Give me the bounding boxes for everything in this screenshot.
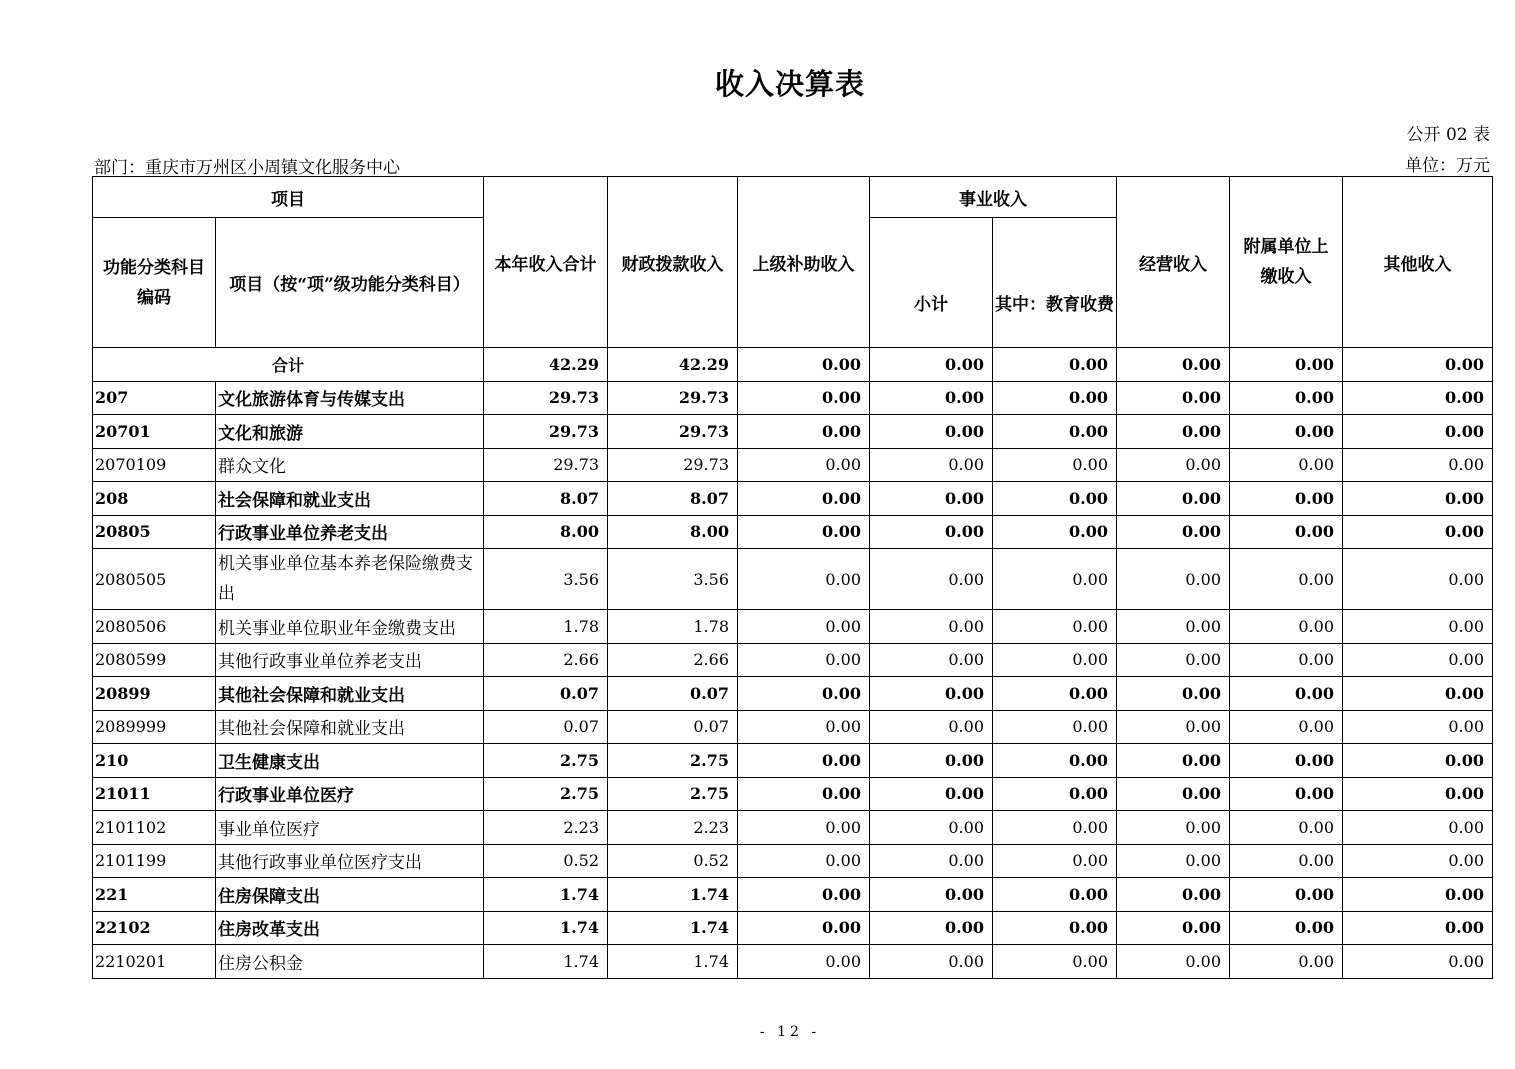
project-name-cell: 群众文化 — [216, 448, 484, 482]
amount-cell: 0.00 — [738, 945, 870, 979]
project-name-cell: 卫生健康支出 — [216, 744, 484, 778]
function-code-cell: 20701 — [93, 415, 216, 449]
table-row — [93, 643, 1493, 677]
amount-cell: 0.00 — [1117, 911, 1230, 945]
total-cell: 0.00 — [1117, 348, 1230, 382]
amount-cell: 0.00 — [1117, 381, 1230, 415]
amount-cell: 0.00 — [1230, 610, 1343, 644]
amount-cell: 0.00 — [870, 844, 993, 878]
amount-cell: 29.73 — [608, 415, 738, 449]
header-affiliated: 附属单位上缴收入 — [1230, 177, 1343, 348]
amount-cell: 0.00 — [870, 549, 993, 610]
amount-cell: 29.73 — [608, 448, 738, 482]
header-total-income: 本年收入合计 — [484, 177, 608, 348]
amount-cell: 8.07 — [608, 482, 738, 516]
amount-cell: 0.00 — [1230, 911, 1343, 945]
amount-cell: 0.00 — [870, 482, 993, 516]
amount-cell: 0.00 — [1117, 415, 1230, 449]
amount-cell: 0.00 — [1117, 777, 1230, 811]
amount-cell: 0.00 — [993, 549, 1117, 610]
amount-cell: 0.00 — [1343, 549, 1493, 610]
amount-cell: 0.00 — [1343, 482, 1493, 516]
total-cell: 0.00 — [993, 348, 1117, 382]
function-code-cell: 2089999 — [93, 710, 216, 744]
project-name-cell: 住房保障支出 — [216, 878, 484, 912]
amount-cell: 0.00 — [1117, 844, 1230, 878]
amount-cell: 29.73 — [484, 381, 608, 415]
amount-cell: 0.00 — [1230, 381, 1343, 415]
amount-cell: 1.74 — [608, 878, 738, 912]
amount-cell: 0.07 — [484, 710, 608, 744]
amount-cell: 0.00 — [993, 448, 1117, 482]
amount-cell: 1.74 — [484, 945, 608, 979]
amount-cell: 0.00 — [738, 777, 870, 811]
project-name-cell: 住房改革支出 — [216, 911, 484, 945]
total-cell: 42.29 — [484, 348, 608, 382]
amount-cell: 0.00 — [1230, 811, 1343, 845]
amount-cell: 2.66 — [608, 643, 738, 677]
amount-cell: 1.74 — [484, 878, 608, 912]
amount-cell: 0.00 — [993, 844, 1117, 878]
header-func-code: 功能分类科目编码 — [93, 218, 216, 348]
amount-cell: 0.00 — [993, 515, 1117, 549]
project-name-cell: 社会保障和就业支出 — [216, 482, 484, 516]
function-code-cell: 221 — [93, 878, 216, 912]
amount-cell: 8.07 — [484, 482, 608, 516]
project-name-cell: 其他社会保障和就业支出 — [216, 677, 484, 711]
amount-cell: 0.00 — [738, 515, 870, 549]
project-name-cell: 行政事业单位养老支出 — [216, 515, 484, 549]
table-row — [93, 482, 1493, 516]
amount-cell: 0.00 — [1343, 448, 1493, 482]
table-row — [93, 777, 1493, 811]
amount-cell: 0.00 — [1343, 878, 1493, 912]
amount-cell: 8.00 — [608, 515, 738, 549]
amount-cell: 0.52 — [484, 844, 608, 878]
total-label: 合计 — [93, 348, 484, 382]
amount-cell: 8.00 — [484, 515, 608, 549]
amount-cell: 29.73 — [484, 415, 608, 449]
amount-cell: 3.56 — [484, 549, 608, 610]
amount-cell: 0.00 — [738, 878, 870, 912]
amount-cell: 0.00 — [1117, 610, 1230, 644]
function-code-cell: 2101102 — [93, 811, 216, 845]
table-row — [93, 945, 1493, 979]
amount-cell: 0.07 — [608, 677, 738, 711]
function-code-cell: 2080506 — [93, 610, 216, 644]
amount-cell: 0.00 — [1117, 643, 1230, 677]
page-title: 收入决算表 — [714, 67, 865, 101]
amount-cell: 0.00 — [1117, 677, 1230, 711]
table-row — [93, 448, 1493, 482]
project-name-cell: 住房公积金 — [216, 945, 484, 979]
amount-cell: 0.00 — [738, 610, 870, 644]
amount-cell: 2.75 — [484, 777, 608, 811]
amount-cell: 2.75 — [484, 744, 608, 778]
department-label: 部门：重庆市万州区小周镇文化服务中心 — [94, 158, 400, 178]
amount-cell: 0.00 — [870, 381, 993, 415]
table-row — [93, 549, 1493, 610]
table-body — [93, 348, 1493, 979]
table-row — [93, 677, 1493, 711]
project-name-cell: 其他行政事业单位医疗支出 — [216, 844, 484, 878]
amount-cell: 0.00 — [993, 415, 1117, 449]
amount-cell: 0.00 — [1230, 945, 1343, 979]
project-name-cell: 行政事业单位医疗 — [216, 777, 484, 811]
function-code-cell: 20899 — [93, 677, 216, 711]
amount-cell: 1.74 — [608, 945, 738, 979]
amount-cell: 0.00 — [870, 777, 993, 811]
header-operating: 经营收入 — [1117, 177, 1230, 348]
amount-cell: 0.00 — [993, 610, 1117, 644]
amount-cell: 0.00 — [870, 643, 993, 677]
amount-cell: 0.00 — [1117, 710, 1230, 744]
total-cell: 0.00 — [1230, 348, 1343, 382]
table-row — [93, 515, 1493, 549]
amount-cell: 0.00 — [993, 381, 1117, 415]
function-code-cell: 2210201 — [93, 945, 216, 979]
amount-cell: 0.00 — [738, 844, 870, 878]
amount-cell: 0.00 — [1230, 448, 1343, 482]
amount-cell: 0.00 — [993, 643, 1117, 677]
amount-cell: 0.00 — [993, 482, 1117, 516]
project-name-cell: 机关事业单位基本养老保险缴费支出 — [216, 549, 484, 610]
amount-cell: 0.00 — [993, 811, 1117, 845]
amount-cell: 0.00 — [993, 911, 1117, 945]
amount-cell: 0.00 — [1117, 945, 1230, 979]
amount-cell: 0.00 — [738, 448, 870, 482]
amount-cell: 0.00 — [1117, 448, 1230, 482]
header-edu-fee: 其中：教育收费 — [993, 218, 1117, 348]
unit-label: 单位：万元 — [1405, 156, 1490, 176]
amount-cell: 0.00 — [993, 710, 1117, 744]
table-row — [93, 844, 1493, 878]
amount-cell: 0.00 — [1230, 777, 1343, 811]
amount-cell: 0.00 — [738, 911, 870, 945]
function-code-cell: 21011 — [93, 777, 216, 811]
amount-cell: 0.00 — [870, 677, 993, 711]
amount-cell: 0.00 — [1230, 482, 1343, 516]
table-row — [93, 878, 1493, 912]
amount-cell: 3.56 — [608, 549, 738, 610]
amount-cell: 0.00 — [1117, 482, 1230, 516]
amount-cell: 0.00 — [1117, 811, 1230, 845]
amount-cell: 0.00 — [1343, 744, 1493, 778]
table-row — [93, 415, 1493, 449]
project-name-cell: 文化和旅游 — [216, 415, 484, 449]
amount-cell: 1.78 — [608, 610, 738, 644]
amount-cell: 0.00 — [1343, 710, 1493, 744]
amount-cell: 2.66 — [484, 643, 608, 677]
project-name-cell: 其他行政事业单位养老支出 — [216, 643, 484, 677]
function-code-cell: 2070109 — [93, 448, 216, 482]
header-other: 其他收入 — [1343, 177, 1493, 348]
amount-cell: 0.00 — [993, 744, 1117, 778]
table-row — [93, 811, 1493, 845]
function-code-cell: 22102 — [93, 911, 216, 945]
amount-cell: 0.00 — [993, 777, 1117, 811]
amount-cell: 0.00 — [1343, 777, 1493, 811]
table-row — [93, 710, 1493, 744]
amount-cell: 2.23 — [608, 811, 738, 845]
amount-cell: 2.75 — [608, 744, 738, 778]
total-cell: 0.00 — [738, 348, 870, 382]
amount-cell: 2.23 — [484, 811, 608, 845]
amount-cell: 0.52 — [608, 844, 738, 878]
amount-cell: 0.00 — [738, 677, 870, 711]
total-row — [93, 348, 1493, 382]
project-name-cell: 其他社会保障和就业支出 — [216, 710, 484, 744]
amount-cell: 0.00 — [870, 448, 993, 482]
amount-cell: 0.00 — [870, 878, 993, 912]
function-code-cell: 208 — [93, 482, 216, 516]
amount-cell: 0.00 — [1343, 643, 1493, 677]
amount-cell: 0.00 — [1117, 878, 1230, 912]
amount-cell: 0.00 — [1230, 415, 1343, 449]
project-name-cell: 事业单位医疗 — [216, 811, 484, 845]
amount-cell: 0.00 — [870, 610, 993, 644]
amount-cell: 0.00 — [738, 381, 870, 415]
project-name-cell: 文化旅游体育与传媒支出 — [216, 381, 484, 415]
amount-cell: 29.73 — [484, 448, 608, 482]
amount-cell: 0.00 — [1343, 945, 1493, 979]
header-superior-subsidy: 上级补助收入 — [738, 177, 870, 348]
amount-cell: 0.00 — [1343, 610, 1493, 644]
amount-cell: 0.00 — [738, 811, 870, 845]
amount-cell: 0.00 — [870, 744, 993, 778]
function-code-cell: 2080599 — [93, 643, 216, 677]
header-fiscal: 财政拨款收入 — [608, 177, 738, 348]
function-code-cell: 2080505 — [93, 549, 216, 610]
project-name-cell: 机关事业单位职业年金缴费支出 — [216, 610, 484, 644]
amount-cell: 0.00 — [1343, 381, 1493, 415]
function-code-cell: 2101199 — [93, 844, 216, 878]
amount-cell: 0.00 — [993, 945, 1117, 979]
amount-cell: 0.00 — [870, 515, 993, 549]
amount-cell: 0.00 — [1343, 911, 1493, 945]
amount-cell: 0.00 — [1230, 844, 1343, 878]
amount-cell: 0.00 — [1343, 677, 1493, 711]
amount-cell: 0.00 — [870, 811, 993, 845]
income-table — [92, 176, 1493, 979]
total-cell: 0.00 — [1343, 348, 1493, 382]
amount-cell: 0.00 — [993, 677, 1117, 711]
amount-cell: 0.00 — [1117, 515, 1230, 549]
amount-cell: 0.00 — [738, 643, 870, 677]
amount-cell: 0.00 — [870, 945, 993, 979]
function-code-cell: 20805 — [93, 515, 216, 549]
amount-cell: 0.00 — [1230, 515, 1343, 549]
header-business-income: 事业收入 — [870, 177, 1117, 218]
table-row — [93, 744, 1493, 778]
amount-cell: 0.00 — [738, 710, 870, 744]
table-row — [93, 911, 1493, 945]
amount-cell: 0.07 — [608, 710, 738, 744]
amount-cell: 0.00 — [1117, 549, 1230, 610]
amount-cell: 0.00 — [738, 744, 870, 778]
amount-cell: 0.00 — [1230, 643, 1343, 677]
amount-cell: 0.07 — [484, 677, 608, 711]
amount-cell: 0.00 — [1230, 549, 1343, 610]
amount-cell: 0.00 — [1230, 677, 1343, 711]
amount-cell: 29.73 — [608, 381, 738, 415]
amount-cell: 0.00 — [1343, 415, 1493, 449]
amount-cell: 0.00 — [1230, 710, 1343, 744]
amount-cell: 1.74 — [484, 911, 608, 945]
amount-cell: 0.00 — [1117, 744, 1230, 778]
header-project: 项目 — [93, 177, 484, 218]
amount-cell: 0.00 — [1230, 878, 1343, 912]
amount-cell: 2.75 — [608, 777, 738, 811]
function-code-cell: 207 — [93, 381, 216, 415]
form-number: 公开 02 表 — [1406, 125, 1490, 145]
page-number: - 12 - — [759, 1024, 821, 1040]
amount-cell: 0.00 — [870, 911, 993, 945]
amount-cell: 0.00 — [870, 415, 993, 449]
header-subtotal: 小计 — [870, 218, 993, 348]
amount-cell: 0.00 — [738, 549, 870, 610]
amount-cell: 0.00 — [1230, 744, 1343, 778]
header-project-item: 项目（按“项”级功能分类科目） — [216, 218, 484, 348]
amount-cell: 1.74 — [608, 911, 738, 945]
amount-cell: 0.00 — [1343, 515, 1493, 549]
amount-cell: 0.00 — [870, 710, 993, 744]
amount-cell: 0.00 — [738, 415, 870, 449]
amount-cell: 0.00 — [993, 878, 1117, 912]
total-cell: 42.29 — [608, 348, 738, 382]
amount-cell: 0.00 — [738, 482, 870, 516]
table-row — [93, 610, 1493, 644]
total-cell: 0.00 — [870, 348, 993, 382]
amount-cell: 0.00 — [1343, 811, 1493, 845]
amount-cell: 1.78 — [484, 610, 608, 644]
amount-cell: 0.00 — [1343, 844, 1493, 878]
function-code-cell: 210 — [93, 744, 216, 778]
table-row — [93, 381, 1493, 415]
